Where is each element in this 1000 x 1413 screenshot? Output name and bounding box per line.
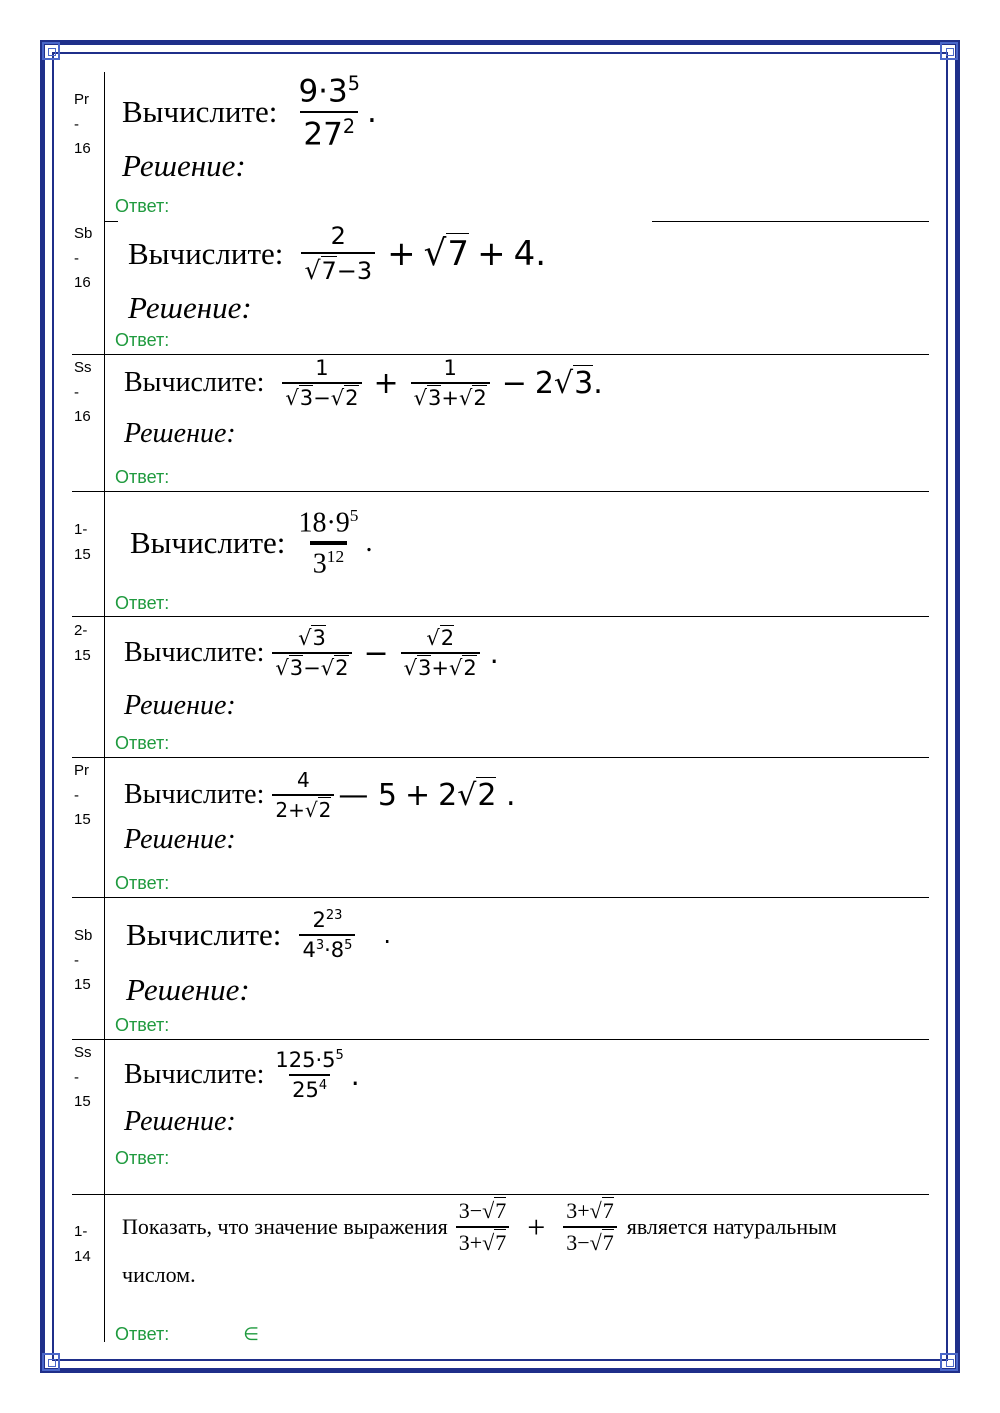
answer-label: Ответ: [115, 196, 170, 216]
task-code: Pr - 16 [74, 91, 91, 157]
element-of-symbol: ∈ [243, 1324, 259, 1344]
math-expression: $\frac{9\cdot 3^5}{27^2}$ . [298, 72, 377, 153]
task-code: Sb - 15 [74, 927, 93, 993]
row-divider [72, 1039, 929, 1040]
math-expression: $\frac{1}{√3-√2}$ + $\frac{1}{√3+√2}$ − 2√3. [278, 356, 602, 410]
table-vertical-line [104, 72, 105, 1342]
math-expression: $\frac{125\cdot 5^5}{25^4}$ . [275, 1048, 360, 1102]
math-expression: $\frac{3-√7}{3+√7}$ + $\frac{3+√7}{3-√7}$ [452, 1198, 621, 1256]
frame-corner-ornament [42, 42, 60, 60]
solution-label: Решение: [124, 1106, 236, 1137]
row-divider [104, 221, 118, 222]
answer-label: Ответ: [115, 1015, 170, 1035]
solution-label: Решение: [124, 824, 236, 855]
task-statement [126, 908, 391, 962]
task-code: Ss - 15 [74, 1044, 92, 1110]
answer-label: Ответ: ∈ [115, 1324, 259, 1344]
answer-label: Ответ: [115, 873, 170, 893]
math-expression: $\frac{2^{23}}{4^3\cdot 8^5}$ . [295, 908, 391, 962]
task-code: 1- 15 [74, 521, 91, 563]
task-statement [124, 768, 516, 822]
solution-label: Решение: [122, 148, 246, 183]
row-divider [652, 221, 929, 222]
answer-label: Ответ: [115, 330, 170, 350]
task-text: является натуральным [626, 1214, 837, 1239]
row-divider [72, 354, 929, 355]
task-label: Вычислите: [122, 94, 278, 130]
task-code: Pr - 15 [74, 762, 91, 828]
task-code: Sb - 16 [74, 225, 93, 291]
task-label: Вычислите: [128, 235, 284, 271]
task-statement [122, 72, 377, 153]
answer-label: Ответ: [115, 1148, 170, 1168]
task-statement [122, 1198, 837, 1256]
math-expression: $\frac{√3}{√3-√2}$ − $\frac{√2}{√3+√2}$ . [268, 626, 498, 680]
math-expression: $\frac{4}{2+√2}$ — 5 + 2√2 . [268, 768, 515, 822]
frame-corner-ornament [940, 42, 958, 60]
solution-label: Решение: [124, 690, 236, 721]
math-expression: $\frac{2}{√7-3}$ + √7 + 4. [297, 222, 546, 285]
task-label: Вычислите: [124, 367, 265, 398]
solution-label: Решение: [126, 972, 250, 1007]
task-code: 1- 14 [74, 1223, 91, 1265]
task-label: Вычислите: [130, 525, 286, 561]
answer-label: Ответ: [115, 733, 170, 753]
solution-label: Решение: [124, 418, 236, 449]
task-text: Показать, что значение выражения [122, 1214, 448, 1239]
answer-label: Ответ: [115, 467, 170, 487]
row-divider [72, 897, 929, 898]
row-divider [72, 616, 929, 617]
task-code: Ss - 16 [74, 359, 92, 425]
task-statement [128, 222, 546, 285]
task-label: Вычислите: [126, 917, 282, 952]
task-statement [124, 626, 499, 680]
task-label: Вычислите: [124, 779, 265, 810]
answer-label: Ответ: [115, 593, 170, 613]
math-expression: $\frac{18\cdot 9^5}{3^{12}}$ . [298, 506, 373, 580]
row-divider [72, 1194, 929, 1195]
row-divider [72, 757, 929, 758]
task-statement [130, 506, 372, 581]
task-statement [124, 356, 603, 410]
task-text-continued: числом. [122, 1262, 196, 1287]
task-label: Вычислите: [124, 1059, 265, 1090]
solution-label: Решение: [128, 290, 252, 325]
row-divider [72, 491, 929, 492]
task-statement [124, 1048, 360, 1102]
task-label: Вычислите: [124, 637, 265, 668]
frame-corner-ornament [42, 1353, 60, 1371]
frame-corner-ornament [940, 1353, 958, 1371]
task-code: 2- 15 [74, 622, 91, 664]
